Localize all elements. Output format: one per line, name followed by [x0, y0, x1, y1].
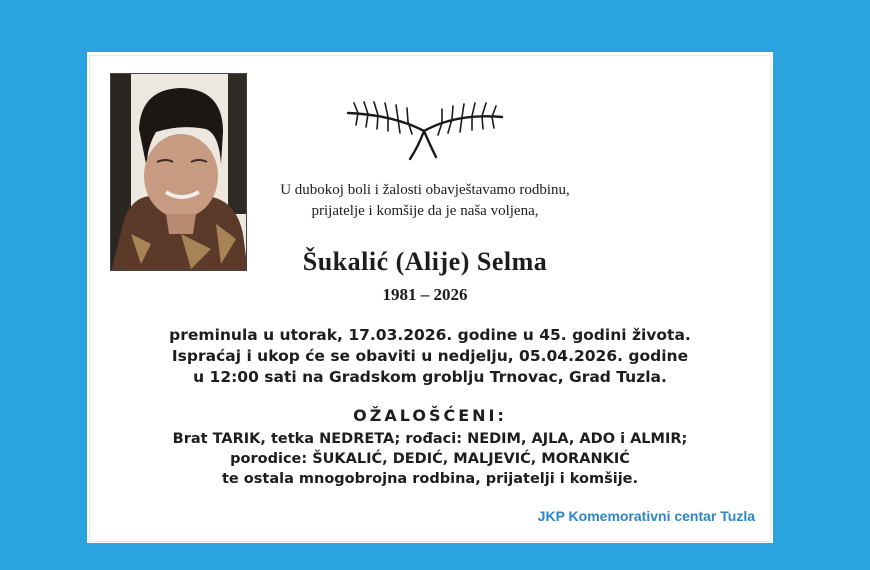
- death-details: [110, 325, 750, 388]
- mourners-title: OŽALOŠĆENI:: [353, 406, 507, 425]
- life-years: 1981 – 2026: [382, 285, 468, 304]
- deceased-name: Šukalić (Alije) Selma: [302, 247, 548, 276]
- death-line: Ispraćaj i ukop će se obaviti u nedjelju, 05.04.2026. godine: [171, 347, 689, 365]
- mourners-list: [110, 429, 750, 489]
- organization-name: JKP Komemorativni centar Tuzla: [537, 508, 755, 524]
- mourners-line: te ostala mnogobrojna rodbina, prijatelji i komšije.: [221, 471, 639, 487]
- portrait-photo: [110, 73, 247, 271]
- mourners-line: Brat TARIK, tetka NEDRETA; rođaci: NEDIM, AJLA, ADO i ALMIR;: [172, 431, 688, 447]
- intro-text: [255, 180, 595, 222]
- palm-branch-icon: [344, 97, 504, 163]
- death-line: u 12:00 sati na Gradskom groblju Trnovac, Grad Tuzla.: [193, 368, 667, 386]
- intro-line: U dubokoj boli i žalosti obavještavamo rodbinu,: [280, 182, 570, 198]
- intro-line: prijatelje i komšije da je naša voljena,: [311, 203, 539, 219]
- mourners-line: porodice: ŠUKALIĆ, DEDIĆ, MALJEVIĆ, MORANKIĆ: [230, 451, 630, 467]
- death-line: preminula u utorak, 17.03.2026. godine u 45. godini života.: [169, 326, 691, 344]
